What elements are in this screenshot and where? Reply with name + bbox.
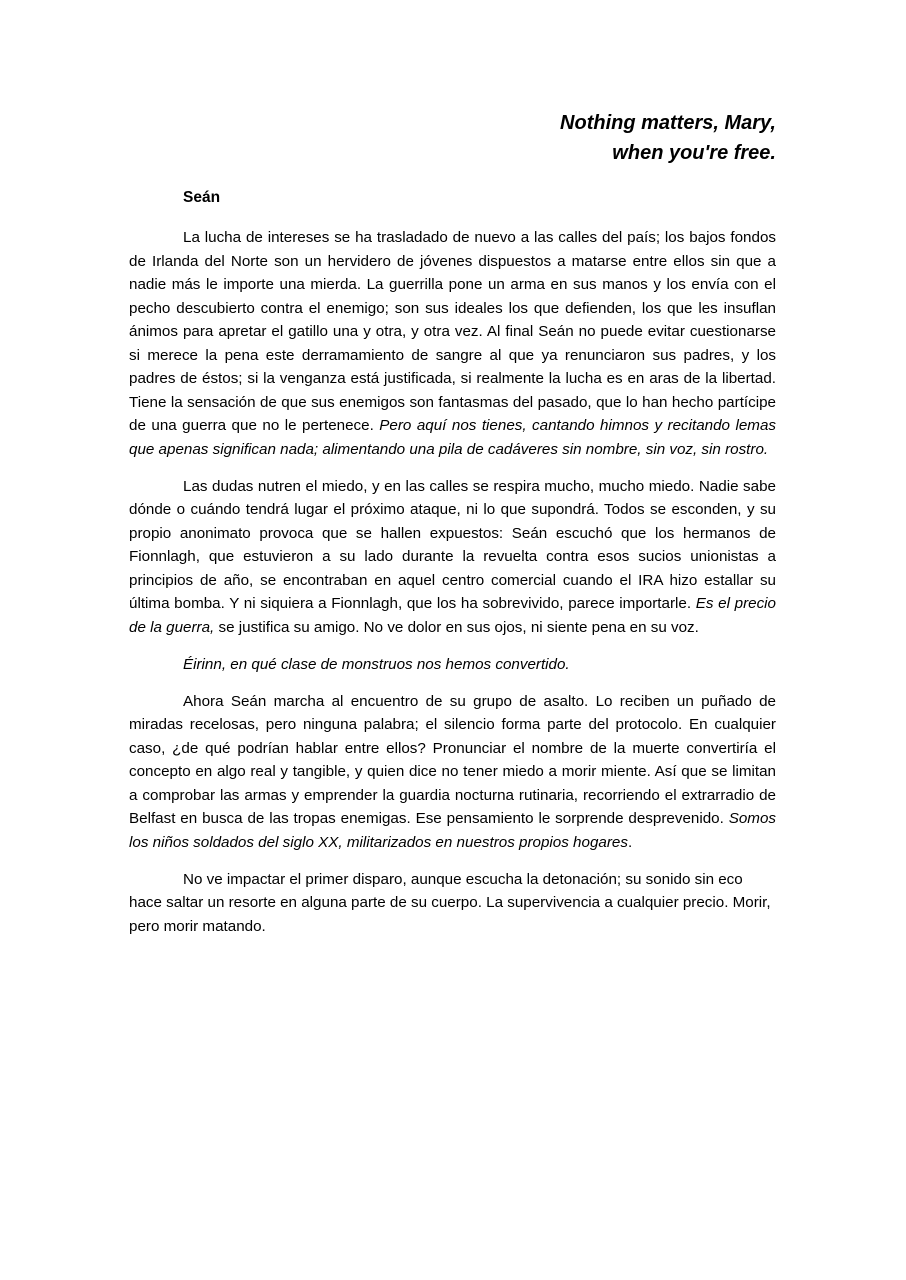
paragraph-2-italic-text: Es el precio de la guerra,	[129, 595, 776, 636]
paragraph-2-text-end: se justifica su amigo. No ve dolor en sus ojos, ni siente pena en su voz.	[214, 618, 699, 636]
epigraph-line-1: Nothing matters, Mary,	[560, 112, 776, 134]
paragraph-5-text: No ve impactar el primer disparo, aunque escucha la detonación; su sonido sin eco hace saltar un resorte en alguna parte de su cuerpo. La supervivencia a cualquier precio. Morir, pero morir matando.	[129, 870, 771, 935]
paragraph-2	[129, 475, 776, 640]
paragraph-1-italic-text: Pero aquí nos tienes, cantando himnos y recitando lemas que apenas significan nada; alimentando una pila de cadáveres sin nombre, sin voz, sin rostro.	[129, 417, 776, 458]
paragraph-4	[129, 690, 776, 855]
epigraph	[560, 108, 776, 168]
paragraph-4-italic-text: Somos los niños soldados del siglo XX, militarizados en nuestros propios hogares	[129, 810, 776, 851]
paragraph-4-text: Ahora Seán marcha al encuentro de su grupo de asalto. Lo reciben un puñado de miradas recelosas, pero ninguna palabra; el silencio forma parte del protocolo. En cualquier caso, ¿de qué podrían hablar entre ellos? Pronunciar el nombre de la muerte convertiría el concepto en algo real y tangible, y quien dice no tener miedo a morir miente. Así que se limitan a comprobar las armas y emprender la guardia nocturna rutinaria, recorriendo el extrarradio de Belfast en busca de las tropas enemigas. Ese pensamiento le sorprende desprevenido.	[129, 692, 776, 827]
paragraph-2-text: Las dudas nutren el miedo, y en las calles se respira mucho, mucho miedo. Nadie sabe dónde o cuándo tendrá lugar el próximo ataque, ni lo que supondrá. Todos se esconden, y su propio anonimato provoca que se hallen expuestos: Seán escuchó que los hermanos de Fionnlagh, que estuvieron a su lado durante la revuelta contra esos sucios unionistas a principios de año, se encontraban en aquel centro comercial cuando el IRA hizo estallar su última bomba. Y ni siquiera a Fionnlagh, que los ha sobrevivido, parece importarle.	[129, 477, 776, 612]
body-text	[129, 226, 776, 952]
paragraph-3	[129, 653, 776, 677]
paragraph-1	[129, 226, 776, 461]
paragraph-3-italic-text: Éirinn, en qué clase de monstruos nos hemos convertido.	[183, 655, 570, 673]
paragraph-4-text-end: .	[627, 833, 633, 851]
paragraph-5	[129, 868, 776, 939]
paragraph-1-text: La lucha de intereses se ha trasladado de nuevo a las calles del país; los bajos fondos de Irlanda del Norte son un hervidero de jóvenes dispuestos a matarse entre ellos sin que a nadie más le importe una mierda. La guerrilla pone un arma en sus manos y los envía con el pecho descubierto contra el enemigo; son sus ideales los que defienden, los que les insuflan ánimos para apretar el gatillo una y otra, y otra vez. Al final Seán no puede evitar cuestionarse si merece la pena este derramamiento de sangre al que ya renunciaron sus padres, y los padres de éstos; si la venganza está justificada, si realmente la lucha es en aras de la libertad. Tiene la sensación de que sus enemigos son fantasmas del pasado, que lo han hecho partícipe de una guerra que no le pertenece.	[129, 229, 776, 434]
section-heading: Seán	[183, 189, 221, 206]
epigraph-line-2: when you're free.	[612, 142, 776, 164]
